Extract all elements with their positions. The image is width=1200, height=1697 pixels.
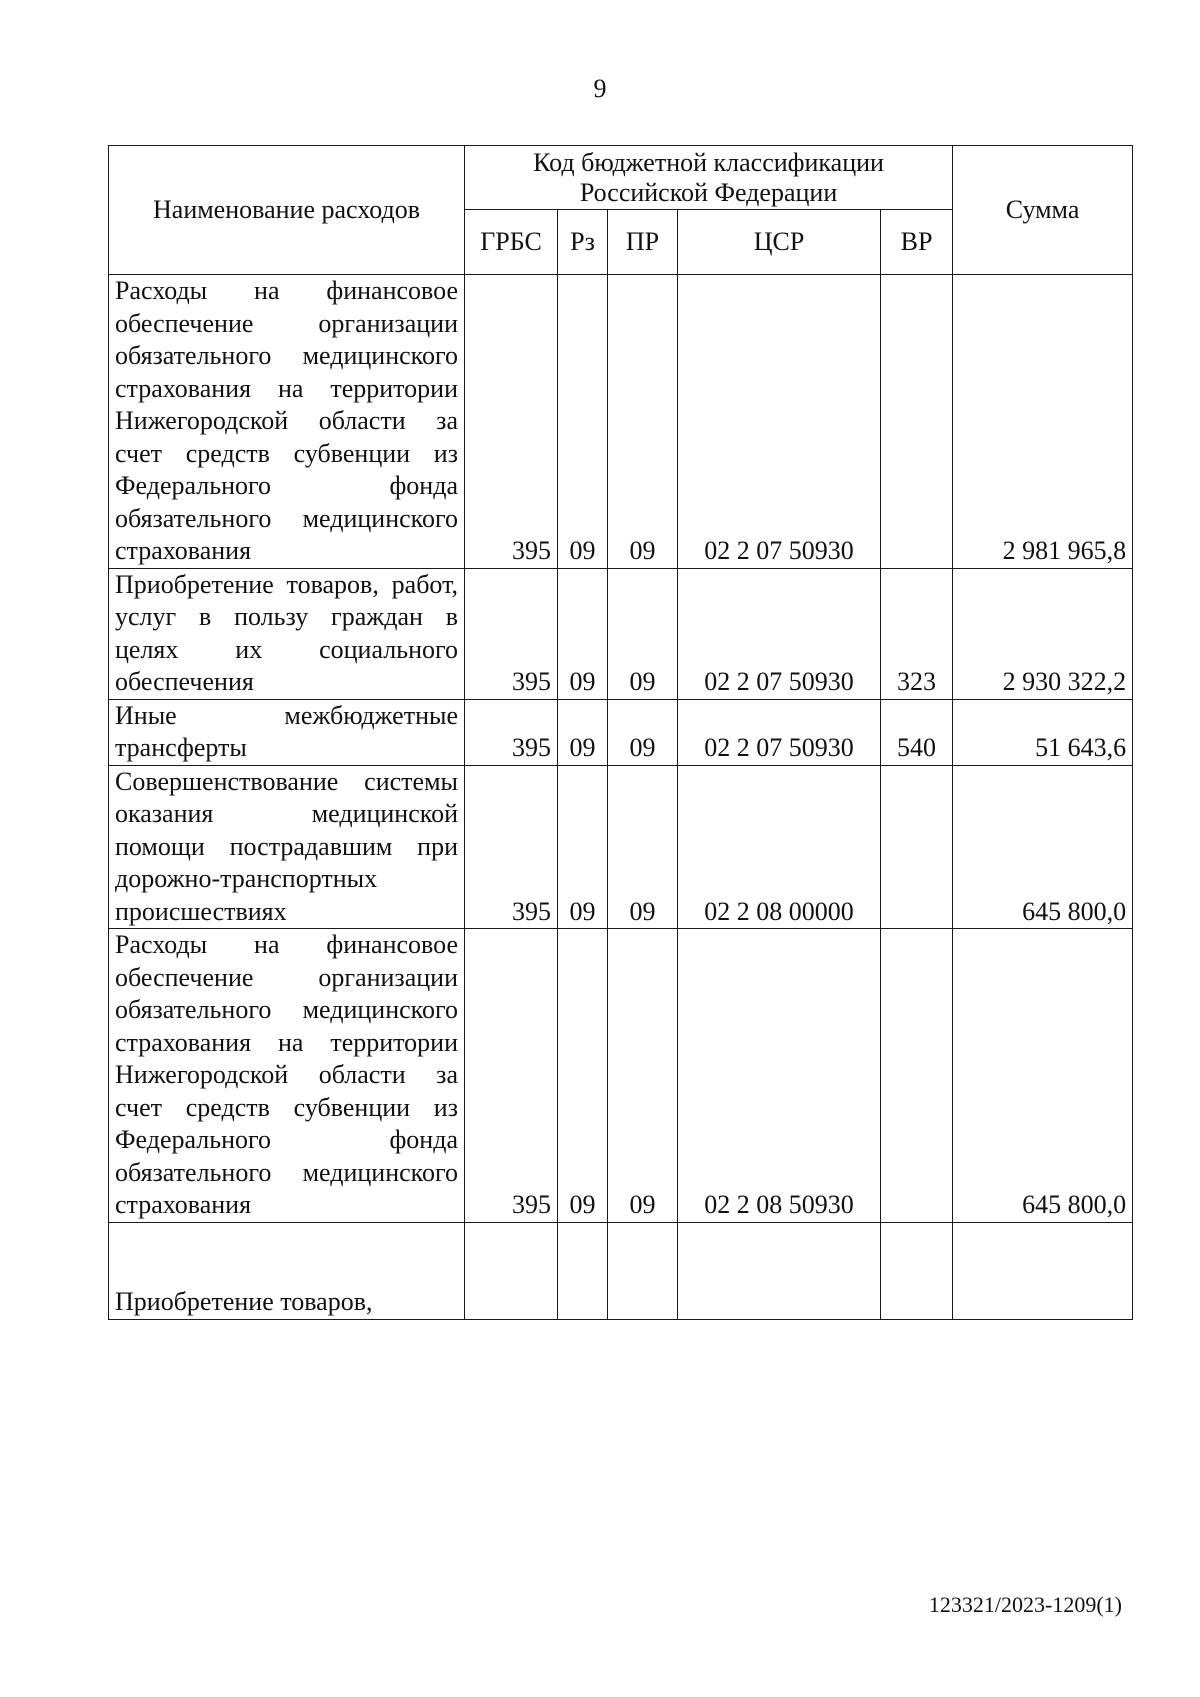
rz-code bbox=[558, 1222, 608, 1319]
vr-code bbox=[881, 765, 953, 929]
expense-name: Расходы на финансовое обеспечение организации обязательного медицинского страхования на территории Нижегородской области за счет средств субвенции из Федерального фонда обязательного медицинского страхования bbox=[109, 275, 465, 569]
grbs-code bbox=[465, 1222, 558, 1319]
csr-code: 02 2 07 50930 bbox=[678, 568, 881, 699]
csr-code: 02 2 08 00000 bbox=[678, 765, 881, 929]
table-row bbox=[109, 929, 1133, 1223]
table-body bbox=[109, 275, 1133, 1320]
header-vr: ВР bbox=[881, 210, 953, 275]
rz-code: 09 bbox=[558, 929, 608, 1223]
amount: 645 800,0 bbox=[953, 765, 1133, 929]
amount: 645 800,0 bbox=[953, 929, 1133, 1223]
csr-code: 02 2 07 50930 bbox=[678, 275, 881, 569]
grbs-code: 395 bbox=[465, 275, 558, 569]
pr-code: 09 bbox=[608, 275, 678, 569]
header-rz: Рз bbox=[558, 210, 608, 275]
vr-code bbox=[881, 929, 953, 1223]
table-row bbox=[109, 699, 1133, 765]
expense-name: Приобретение товаров, bbox=[109, 1222, 465, 1319]
vr-code: 323 bbox=[881, 568, 953, 699]
vr-code bbox=[881, 275, 953, 569]
budget-table bbox=[108, 145, 1133, 1320]
expense-name: Приобретение товаров, работ, услуг в пользу граждан в целях их социального обеспечения bbox=[109, 568, 465, 699]
table-header bbox=[109, 146, 1133, 275]
amount bbox=[953, 1222, 1133, 1319]
header-name-column: Наименование расходов bbox=[109, 146, 465, 275]
grbs-code: 395 bbox=[465, 929, 558, 1223]
pr-code: 09 bbox=[608, 568, 678, 699]
pr-code: 09 bbox=[608, 699, 678, 765]
grbs-code: 395 bbox=[465, 765, 558, 929]
pr-code: 09 bbox=[608, 929, 678, 1223]
table-row bbox=[109, 765, 1133, 929]
table-row bbox=[109, 1222, 1133, 1319]
header-pr: ПР bbox=[608, 210, 678, 275]
pr-code bbox=[608, 1222, 678, 1319]
pr-code: 09 bbox=[608, 765, 678, 929]
header-sum: Сумма bbox=[953, 146, 1133, 275]
grbs-code: 395 bbox=[465, 568, 558, 699]
header-csr: ЦСР bbox=[678, 210, 881, 275]
document-reference-code: 123321/2023-1209(1) bbox=[928, 1592, 1122, 1617]
vr-code bbox=[881, 1222, 953, 1319]
vr-code: 540 bbox=[881, 699, 953, 765]
page-number: 9 bbox=[593, 74, 607, 103]
table-row bbox=[109, 275, 1133, 569]
amount: 2 981 965,8 bbox=[953, 275, 1133, 569]
csr-code bbox=[678, 1222, 881, 1319]
csr-code: 02 2 07 50930 bbox=[678, 699, 881, 765]
table-row bbox=[109, 568, 1133, 699]
rz-code: 09 bbox=[558, 275, 608, 569]
expense-name: Иные межбюджетные трансферты bbox=[109, 699, 465, 765]
expense-name: Совершенствование системы оказания медицинской помощи пострадавшим при дорожно-транспортных происшествиях bbox=[109, 765, 465, 929]
amount: 2 930 322,2 bbox=[953, 568, 1133, 699]
rz-code: 09 bbox=[558, 699, 608, 765]
grbs-code: 395 bbox=[465, 699, 558, 765]
header-code-group: Код бюджетной классификации Российской Федерации bbox=[465, 146, 953, 210]
rz-code: 09 bbox=[558, 765, 608, 929]
expense-name: Расходы на финансовое обеспечение организации обязательного медицинского страхования на территории Нижегородской области за счет средств субвенции из Федерального фонда обязательного медицинского страхования bbox=[109, 929, 465, 1223]
header-grbs: ГРБС bbox=[465, 210, 558, 275]
amount: 51 643,6 bbox=[953, 699, 1133, 765]
csr-code: 02 2 08 50930 bbox=[678, 929, 881, 1223]
rz-code: 09 bbox=[558, 568, 608, 699]
